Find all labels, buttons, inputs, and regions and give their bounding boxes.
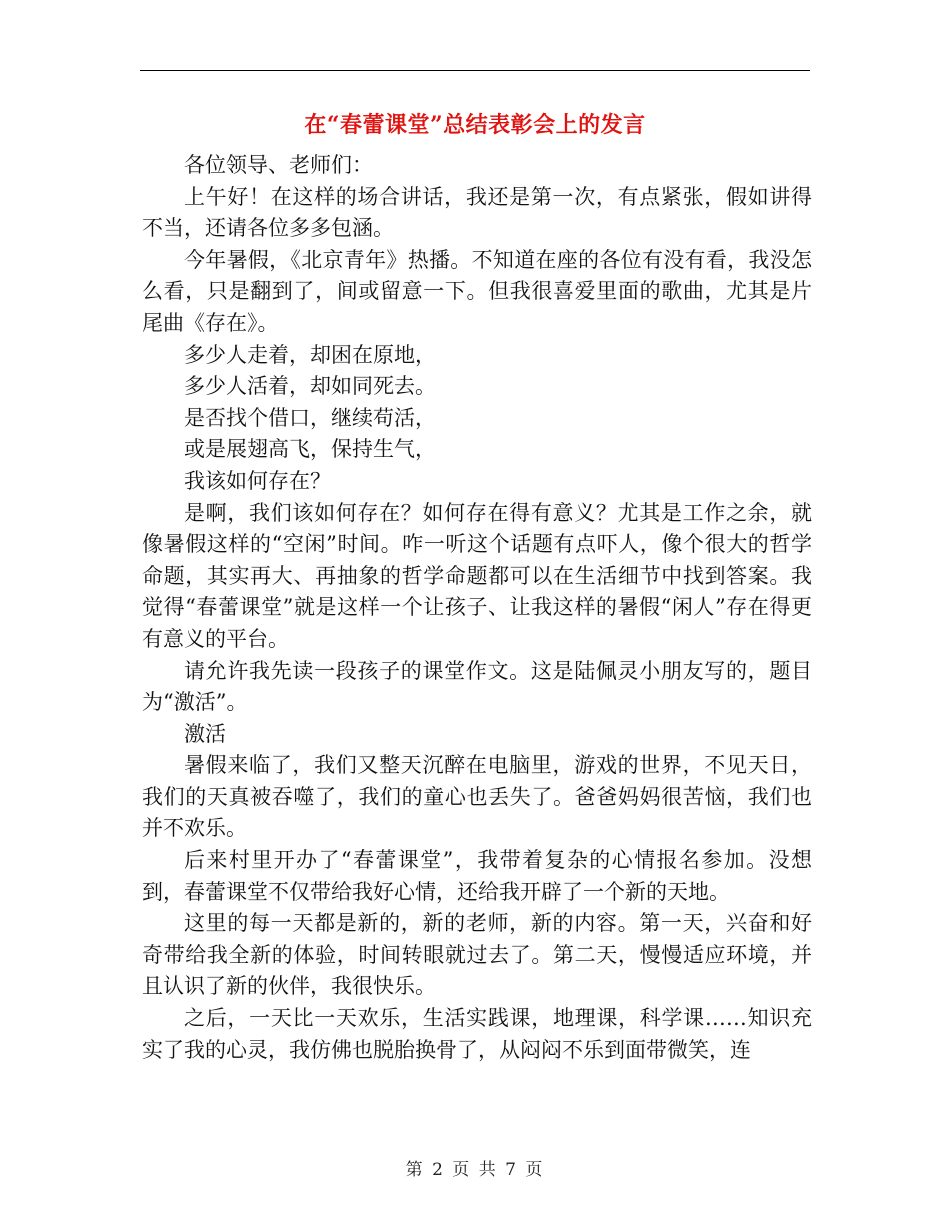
paragraph: 这里的每一天都是新的，新的老师，新的内容。第一天，兴奋和好奇带给我全新的体验，时间转眼就过去了。第二天，慢慢适应环境，并且认识了新的伙伴，我很快乐。 — [142, 911, 812, 999]
document-body — [142, 150, 812, 1066]
essay-title: 激活 — [184, 721, 226, 746]
paragraph: 之后，一天比一天欢乐，生活实践课，地理课，科学课……知识充实了我的心灵，我仿佛也脱胎换骨了，从闷闷不乐到面带微笑，连 — [142, 1006, 812, 1062]
lyric-line: 多少人活着，却如同死去。 — [184, 374, 436, 399]
paragraph: 今年暑假，《北京青年》热播。不知道在座的各位有没有看，我没怎么看，只是翻到了，间或留意一下。但我很喜爱里面的歌曲，尤其是片尾曲《存在》。 — [142, 247, 812, 335]
lyric-line: 我该如何存在？ — [184, 468, 331, 493]
paragraph: 是啊，我们该如何存在？如何存在得有意义？尤其是工作之余，就像暑假这样的“空闲”时间。咋一听这个话题有点吓人，像个很大的哲学命题，其实再大、再抽象的哲学命题都可以在生活细节中找到答案。我觉得“春蕾课堂”就是这样一个让孩子、让我这样的暑假“闲人”存在得更有意义的平台。 — [142, 500, 812, 651]
paragraph-salutation: 各位领导、老师们： — [184, 153, 373, 177]
lyric-line: 多少人走着，却困在原地， — [184, 342, 436, 367]
paragraph: 暑假来临了，我们又整天沉醉在电脑里，游戏的世界，不见天日，我们的天真被吞噬了，我们的童心也丢失了。爸爸妈妈很苦恼，我们也并不欢乐。 — [142, 753, 812, 841]
document-title: 在“春蕾课堂”总结表彰会上的发言 — [304, 112, 646, 138]
paragraph: 上午好！在这样的场合讲话，我还是第一次，有点紧张，假如讲得不当，还请各位多多包涵。 — [142, 184, 812, 241]
paragraph: 请允许我先读一段孩子的课堂作文。这是陆佩灵小朋友写的，题目为“激活”。 — [142, 658, 812, 715]
lyric-line: 或是展翅高飞，保持生气， — [184, 437, 436, 462]
paragraph: 后来村里开办了“春蕾课堂”，我带着复杂的心情报名参加。没想到，春蕾课堂不仅带给我好心情，还给我开辟了一个新的天地。 — [142, 848, 812, 904]
header-rule — [140, 70, 810, 71]
lyric-line: 是否找个借口，继续苟活， — [184, 405, 436, 430]
page-number: 第 2 页 共 7 页 — [405, 1160, 545, 1180]
